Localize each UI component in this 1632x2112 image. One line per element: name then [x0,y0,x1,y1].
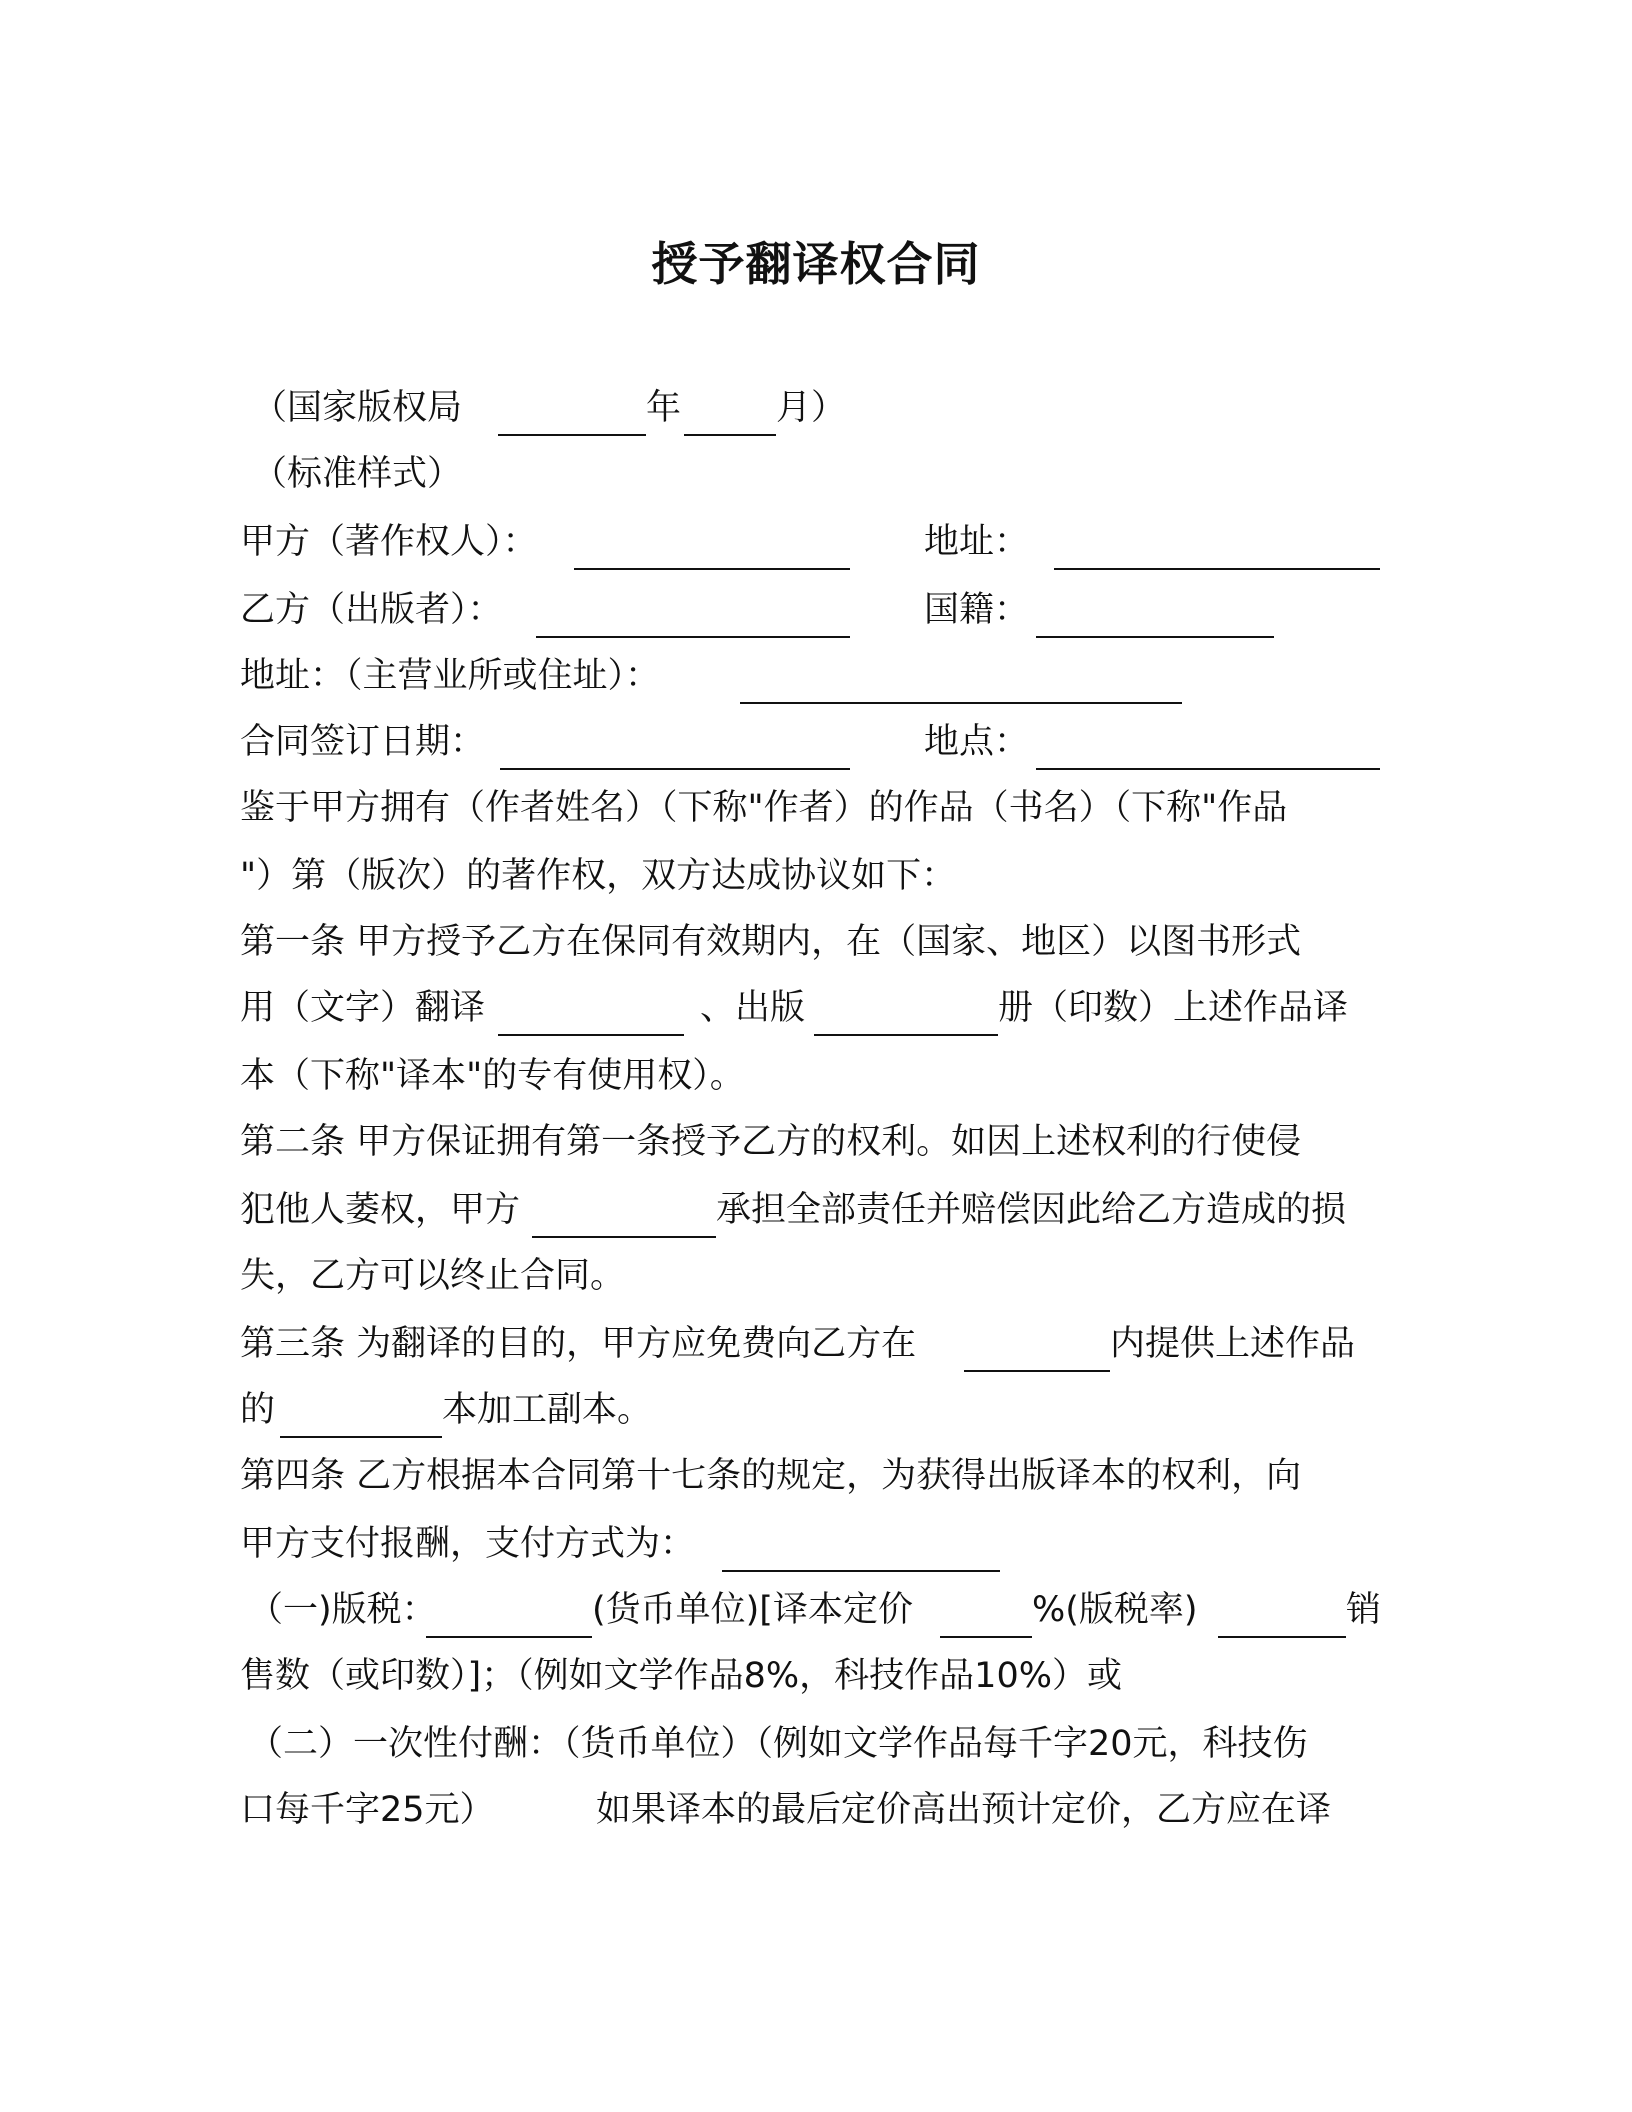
year-label: 年 [646,388,682,428]
party-b-label: 乙方（出版者）： [240,590,503,630]
translation-language-blank[interactable] [498,1034,684,1036]
year-blank[interactable] [498,434,646,436]
article3-line-2a: 的 [240,1390,276,1430]
article2-line-2a: 犯他人萎权，甲方 [240,1190,521,1230]
article4-line-1: 第四条 乙方根据本合同第十七条的规定，为获得出版译本的权利，向 [240,1456,1302,1496]
sign-place-blank[interactable] [1036,768,1380,770]
party-a-address-blank[interactable] [1054,568,1380,570]
payment-method-blank[interactable] [722,1570,1000,1572]
article4-line-2: 甲方支付报酬，支付方式为： [240,1524,696,1564]
article3-line-1b: 内提供上述作品 [1110,1324,1356,1364]
article2-line-3: 失，乙方可以终止合同。 [240,1256,626,1296]
liability-blank[interactable] [532,1236,716,1238]
party-a-label: 甲方（著作权人）： [240,522,538,562]
article3-line-1a: 第三条 为翻译的目的，甲方应免费向乙方在 [240,1324,917,1364]
sign-date-label: 合同签订日期： [240,722,486,762]
royalty-currency-blank[interactable] [426,1636,592,1638]
copies-blank[interactable] [280,1436,442,1438]
address-blank[interactable] [740,702,1182,704]
lump-sum-line-1: （二）一次性付酬：（货币单位）（例如文学作品每千字20元，科技伤 [248,1724,1308,1764]
royalty-label: （一)版税： [248,1590,437,1630]
print-run-blank[interactable] [814,1034,998,1036]
article1-line-3: 本（下称"译本"的专有使用权）。 [240,1056,745,1096]
party-b-nationality-label: 国籍： [924,590,1030,630]
lump-sum-line-2a: 口每千字25元） [240,1790,495,1830]
nationality-blank[interactable] [1036,636,1274,638]
lump-sum-line-2b: 如果译本的最后定价高出预计定价，乙方应在译 [596,1790,1332,1830]
issuer-prefix: （国家版权局 [252,388,463,428]
royalty-sales-label: 销 [1346,1590,1382,1630]
party-b-blank[interactable] [536,636,850,638]
preamble-line-1: 鉴于甲方拥有（作者姓名）（下称"作者）的作品（书名）（下称"作品 [240,788,1288,828]
article1-line-2b: 、出版 [700,988,806,1028]
royalty-sales-blank[interactable] [1218,1636,1346,1638]
party-a-blank[interactable] [574,568,850,570]
article2-line-2b: 承担全部责任并赔偿因此给乙方造成的损 [716,1190,1347,1230]
royalty-rate-label: %(版税率) [1032,1590,1198,1630]
article2-line-1: 第二条 甲方保证拥有第一条授予乙方的权利。如因上述权利的行使侵 [240,1122,1302,1162]
sign-place-label: 地点： [924,722,1030,762]
article3-line-2b: 本加工副本。 [442,1390,653,1430]
month-label: 月） [776,388,847,428]
sign-date-blank[interactable] [500,768,850,770]
address-label: 地址：（主营业所或住址）： [240,656,661,696]
delivery-time-blank[interactable] [964,1370,1110,1372]
royalty-line-2: 售数（或印数）]；（例如文学作品8%，科技作品10%）或 [240,1656,1122,1696]
royalty-price-label: (货币单位)[译本定价 [592,1590,913,1630]
party-a-address-label: 地址： [924,522,1030,562]
style-note: （标准样式） [252,454,463,494]
document-title: 授予翻译权合同 [651,237,981,291]
article1-line-2a: 用（文字）翻译 [240,988,486,1028]
preamble-line-2: "）第（版次）的著作权，双方达成协议如下： [240,856,957,896]
royalty-rate-blank[interactable] [940,1636,1032,1638]
month-blank[interactable] [684,434,776,436]
article1-line-2c: 册（印数）上述作品译 [998,988,1349,1028]
article1-line-1: 第一条 甲方授予乙方在保同有效期内，在（国家、地区）以图书形式 [240,922,1302,962]
